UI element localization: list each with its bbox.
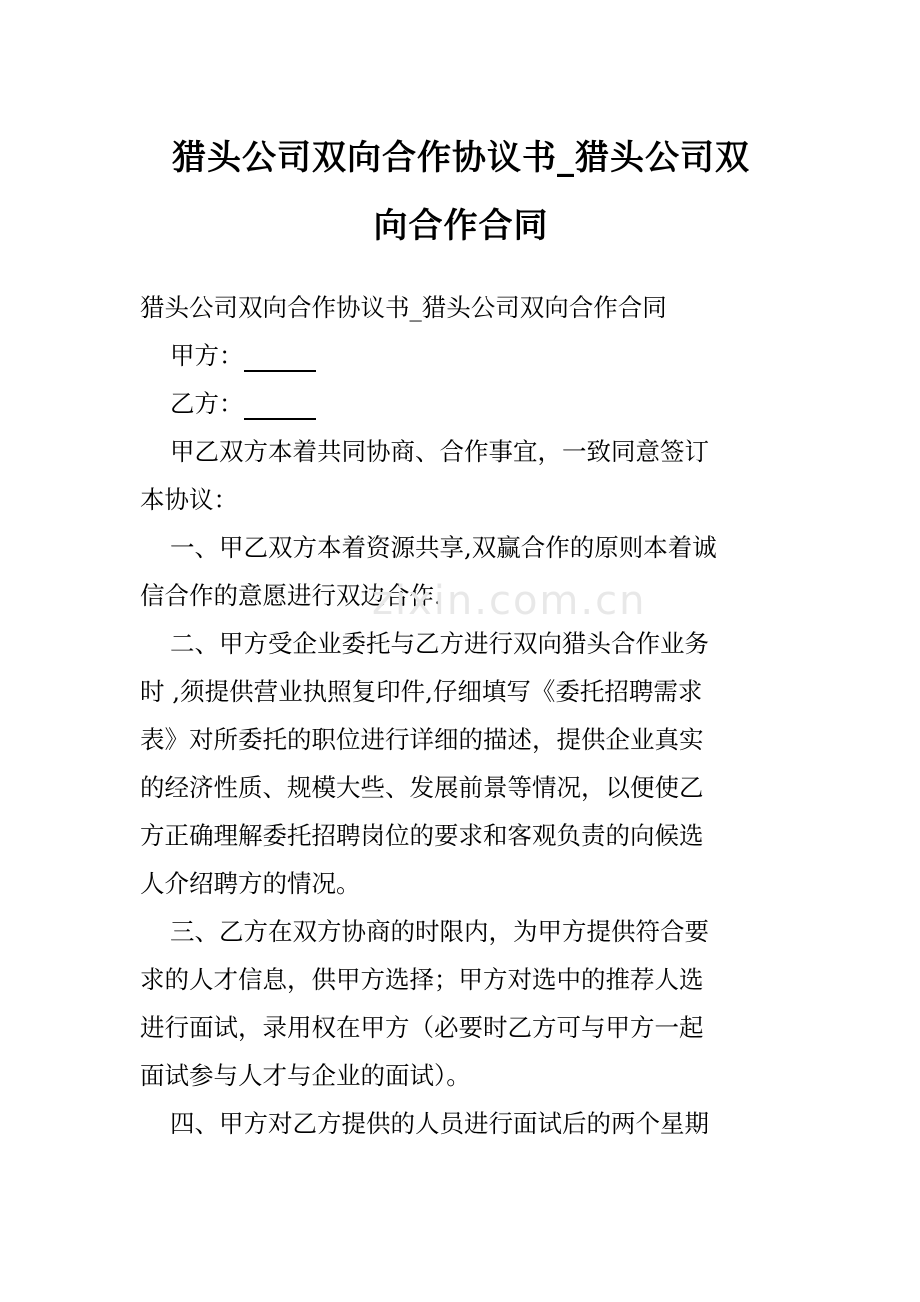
document-subtitle: 猎头公司双向合作协议书_猎头公司双向合作合同 <box>140 293 667 322</box>
clause-1-line-1: 一、甲乙双方本着资源共享,双赢合作的原则本着诚 <box>170 533 717 562</box>
clause-2-line-3: 表》对所委托的职位进行详细的描述，提供企业真实 <box>140 725 704 754</box>
clause-3-line-1: 三、乙方在双方协商的时限内，为甲方提供符合要 <box>170 917 709 946</box>
party-b-label: 乙方： <box>170 389 244 418</box>
clause-2-line-5: 方正确理解委托招聘岗位的要求和客观负责的向候选 <box>140 821 704 850</box>
clause-2-line-4: 的经济性质、规模大些、发展前景等情况，以便使乙 <box>140 773 704 802</box>
clause-2-line-1: 二、甲方受企业委托与乙方进行双向猎头合作业务 <box>170 629 709 658</box>
clause-4-line-1: 四、甲方对乙方提供的人员进行面试后的两个星期 <box>170 1109 709 1138</box>
clause-2-line-6: 人介绍聘方的情况。 <box>140 869 361 898</box>
intro-paragraph-line-2: 本协议： <box>140 485 238 514</box>
clause-3-line-3: 进行面试，录用权在甲方（必要时乙方可与甲方一起 <box>140 1013 704 1042</box>
document-title-line-2: 向合作合同 <box>373 206 549 246</box>
document-title-line-1: 猎头公司双向合作协议书_猎头公司双 <box>172 138 750 178</box>
clause-1-line-2: 信合作的意愿进行双边合作. <box>140 581 442 610</box>
party-a-blank <box>244 344 316 372</box>
party-a-label: 甲方： <box>170 341 244 370</box>
party-a-line <box>140 332 785 380</box>
party-b-blank <box>244 392 316 420</box>
clause-2-line-2: 时 ,须提供营业执照复印件,仔细填写《委托招聘需求 <box>140 677 703 706</box>
watermark-text: zixin.com.cn <box>372 578 647 624</box>
clause-3-line-2: 求的人才信息，供甲方选择；甲方对选中的推荐人选 <box>140 965 704 994</box>
document-body <box>140 284 785 1148</box>
intro-paragraph-line-1: 甲乙双方本着共同协商、合作事宜，一致同意签订 <box>170 437 709 466</box>
party-b-line <box>140 380 785 428</box>
clause-3-line-4: 面试参与人才与企业的面试）。 <box>140 1061 471 1090</box>
